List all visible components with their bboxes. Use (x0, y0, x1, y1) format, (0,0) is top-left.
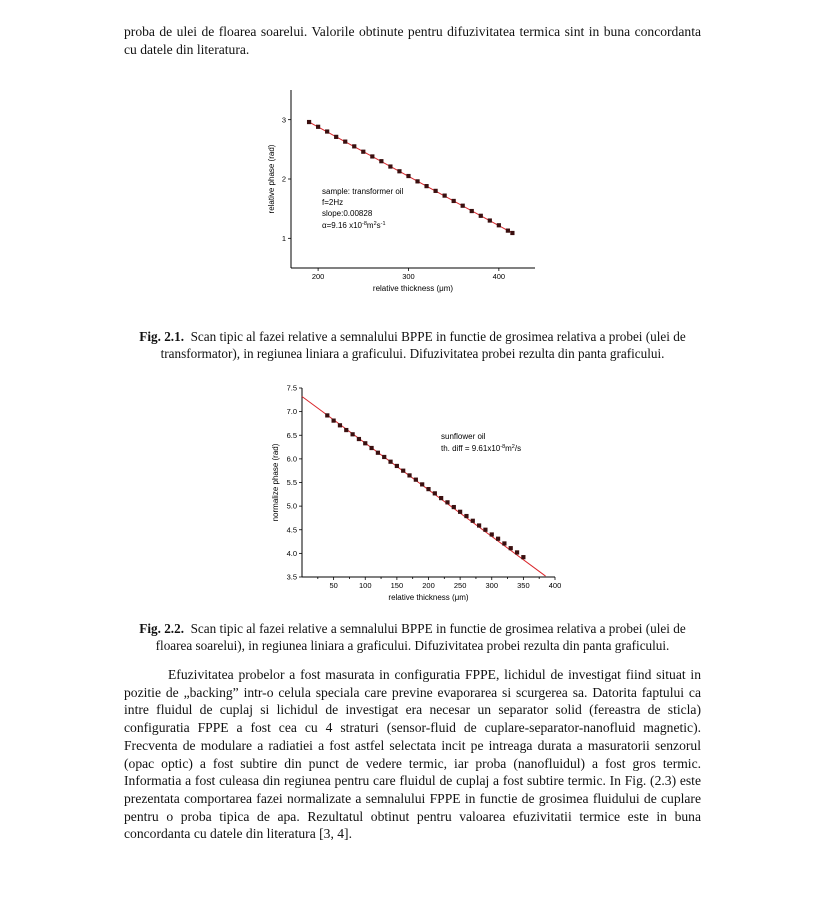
y-tick-label: 3 (281, 115, 286, 125)
data-point (426, 487, 430, 491)
annotation-line: slope:0.00828 (322, 209, 373, 218)
x-tick-label: 400 (548, 581, 562, 590)
figure-label: Fig. 2.2. (139, 621, 184, 636)
annotation-line: sample: transformer oil (322, 187, 404, 196)
x-tick-label: 300 (485, 581, 499, 590)
data-point (464, 514, 468, 518)
annotation-line: α=9.16 $x10^{-8}m^2s^{-1}$ (322, 221, 386, 230)
data-point (509, 546, 513, 550)
data-point (483, 528, 487, 532)
y-tick-label: 4.5 (286, 525, 297, 535)
data-point (332, 419, 336, 423)
data-point (357, 437, 361, 441)
x-tick-label: 350 (517, 581, 530, 590)
y-tick-label: 1 (281, 233, 286, 243)
data-point (471, 519, 475, 523)
x-tick-label: 250 (453, 581, 467, 590)
annotation-line: th. diff = $9.61x10^{-8}m^2/s$ (441, 444, 522, 453)
x-tick-label: 100 (358, 581, 372, 590)
data-point (433, 491, 437, 495)
data-point (369, 446, 373, 450)
data-point (445, 500, 449, 504)
data-point (420, 482, 424, 486)
figure-2-2-caption (120, 621, 705, 654)
x-tick-label: 200 (422, 581, 435, 590)
data-point (477, 523, 481, 527)
x-axis-label: relative thickness (μm) (372, 284, 454, 293)
y-tick-label: 5.0 (286, 501, 297, 511)
data-point (325, 413, 329, 417)
y-axis-label: relative phase (rad) (267, 144, 276, 214)
data-point (439, 496, 443, 500)
data-point (344, 428, 348, 432)
data-point (414, 478, 418, 482)
y-tick-label: 6.0 (286, 454, 297, 464)
data-point (407, 473, 411, 477)
data-point (388, 460, 392, 464)
caption-text: Scan tipic al fazei relative a semnalului BPPE in functie de grosimea relativa a probei (ulei de transformator), in regiunea liniara a graficului. Difuzivitatea probei rezulta din panta graficului. (160, 329, 686, 361)
x-tick-label: 300 (402, 272, 415, 281)
data-point (338, 423, 342, 427)
data-point (363, 441, 367, 445)
caption-text: Scan tipic al fazei relative a semnalului BPPE in functie de grosimea relativa a probei (ulei de floarea soarelui), in regiunea liniara a graficului. Difuzivitatea probei rezulta din panta graficului. (155, 621, 686, 653)
y-tick-label: 7.5 (286, 383, 297, 393)
x-axis-label: relative thickness (μm) (388, 593, 469, 602)
y-tick-label: 7.0 (286, 407, 297, 417)
data-point (490, 532, 494, 536)
data-point (382, 455, 386, 459)
x-tick-label: 150 (390, 581, 404, 590)
data-point (502, 541, 506, 545)
annotation-line: sunflower oil (441, 432, 486, 441)
data-point (376, 451, 380, 455)
y-tick-label: 4.0 (286, 548, 297, 558)
paragraph-body: Efuzivitatea probelor a fost masurata in configuratia FPPE, lichidul de investigat fiind situat in pozitie de „backing” intr-o celula speciala care previne evaporarea si scurgerea sa. Datorita faptului ca intre fluidul de cuplaj si lichidul de investigat era necesar un separator solid (fereastra de sticla) configuratia FPPE a fost cea cu 4 straturi (sensor-fluid de cuplare-separator-nanofluid magnetic). Frecventa de modulare a radiatiei a fost astfel selectata incit pe intreaga durata a masuratorii senzorul (opac optic) a fost subtire din punct de vedere termic, iar proba (nanofluidul) a fost gros termic. Informatia a fost culeasa din regiunea pentru care fluidul de cuplaj a fost subtire termic. In Fig. (2.3) este prezentata comportarea fazei normalizate a semnalului FPPE in functie de grosimea fluidului de cuplare pentru o proba tipica de apa. Rezultatul obtinut pentru valoarea efuzivitatii termice este in buna concordanta cu datele din literatura [3, 4]. (124, 667, 701, 842)
y-tick-label: 6.5 (286, 430, 297, 440)
data-point (401, 469, 405, 473)
data-point (351, 432, 355, 436)
data-point (521, 555, 525, 559)
data-point (452, 505, 456, 509)
x-tick-label: 50 (329, 581, 338, 590)
y-tick-label: 3.5 (286, 572, 297, 582)
paragraph-top: proba de ulei de floarea soarelui. Valorile obtinute pentru difuzivitatea termica sint in buna concordanta cu datele din literatura. (124, 24, 701, 57)
data-point (458, 510, 462, 514)
y-axis-label: normalize phase (rad) (271, 443, 280, 522)
data-point (496, 537, 500, 541)
figure-label: Fig. 2.1. (139, 329, 184, 344)
y-tick-label: 5.5 (286, 478, 297, 488)
annotation (441, 432, 521, 453)
x-tick-label: 400 (492, 272, 506, 281)
x-tick-label: 200 (311, 272, 325, 281)
annotation-line: f=2Hz (322, 198, 344, 207)
data-point (515, 550, 519, 554)
data-point (395, 464, 399, 468)
y-tick-label: 2 (281, 174, 286, 184)
